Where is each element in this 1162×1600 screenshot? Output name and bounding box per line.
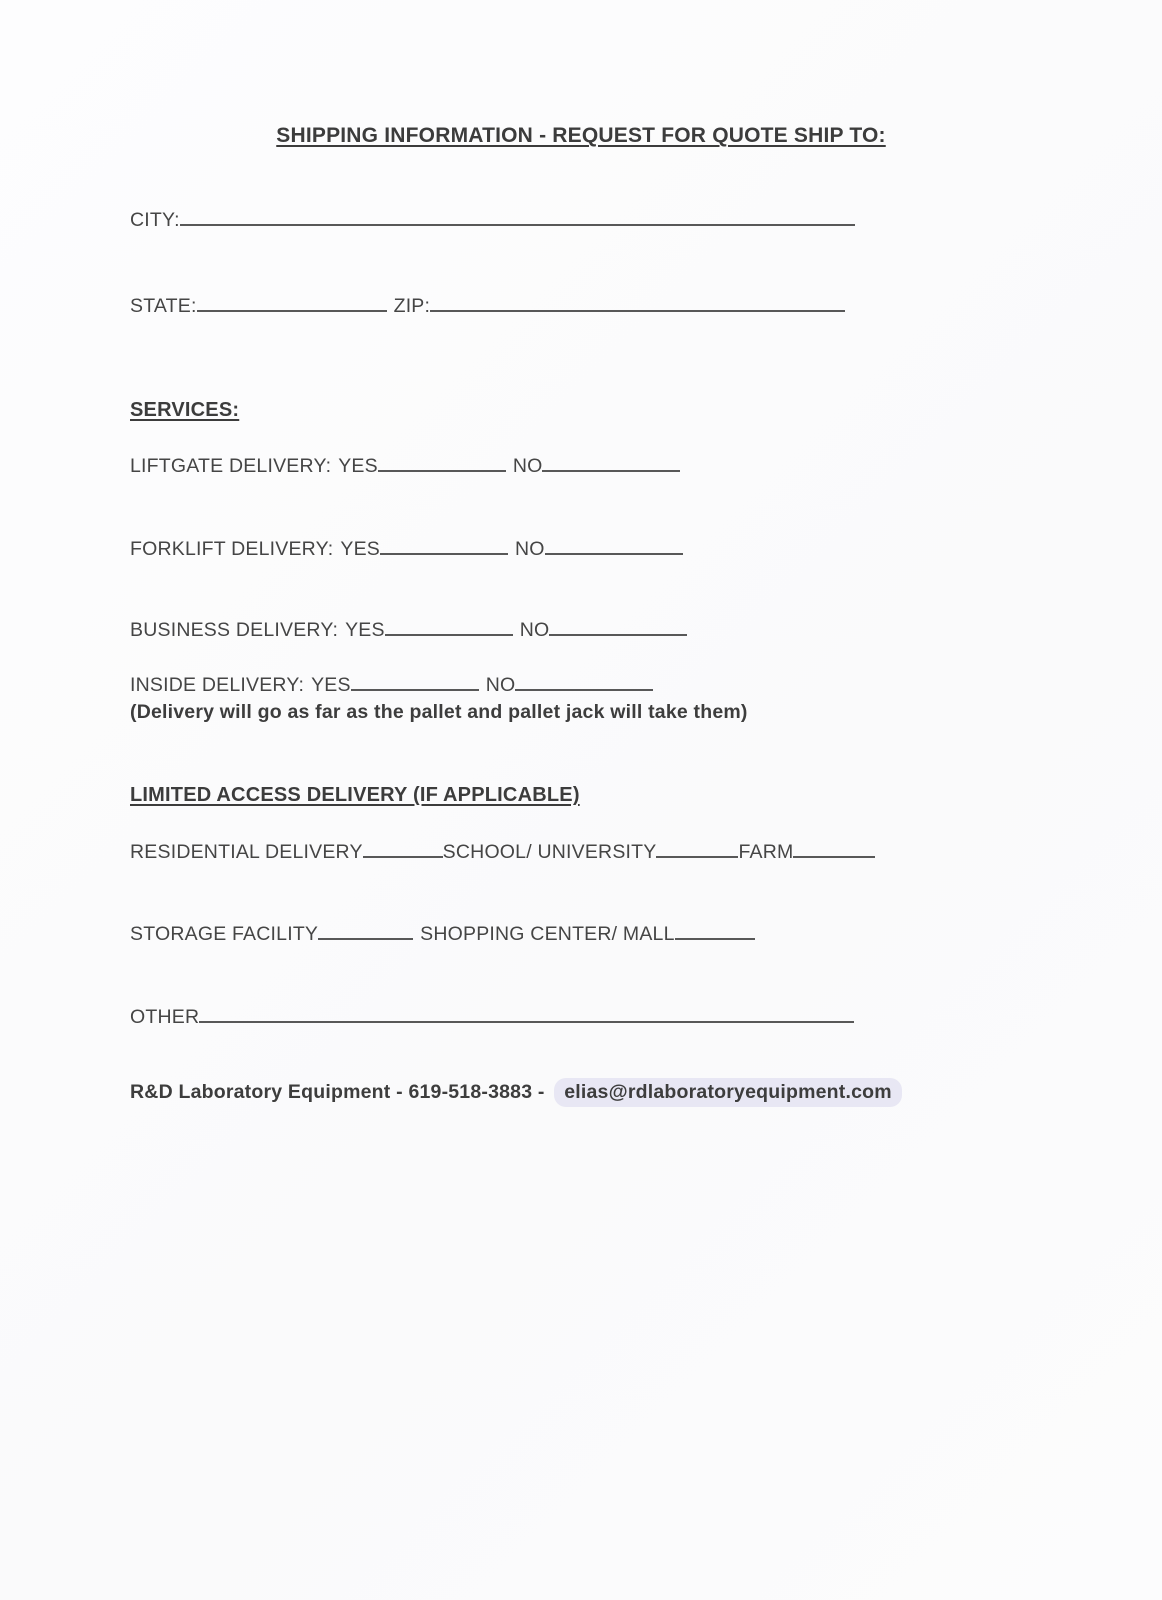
- footer-separator: -: [537, 1081, 545, 1103]
- other-label: OTHER: [130, 1006, 200, 1028]
- storage-blank: [318, 920, 413, 940]
- service-row-business: [130, 616, 687, 643]
- liftgate-yes-blank: [378, 452, 506, 472]
- residential-blank: [363, 838, 443, 858]
- yes-label: YES: [345, 619, 385, 641]
- business-label: BUSINESS DELIVERY:: [130, 619, 339, 641]
- no-label: NO: [485, 674, 516, 696]
- limited-access-heading: LIMITED ACCESS DELIVERY (IF APPLICABLE): [130, 784, 580, 806]
- footer-separator: -: [396, 1081, 403, 1103]
- city-field-row: [130, 206, 855, 233]
- state-label: STATE:: [130, 295, 197, 317]
- farm-label: FARM: [738, 841, 794, 863]
- no-label: NO: [512, 455, 543, 477]
- shopping-label: SHOPPING CENTER/ MALL: [420, 923, 675, 945]
- phone-number: 619-518-3883: [408, 1081, 533, 1103]
- other-field-row: [130, 1003, 854, 1030]
- state-zip-field-row: [130, 292, 845, 319]
- inside-yes-blank: [351, 671, 479, 691]
- company-name: R&D Laboratory Equipment: [130, 1081, 391, 1103]
- farm-blank: [793, 838, 875, 858]
- city-label: CITY:: [130, 209, 180, 231]
- yes-label: YES: [340, 538, 380, 560]
- yes-label: YES: [311, 674, 351, 696]
- service-row-forklift: [130, 535, 683, 562]
- service-row-liftgate: [130, 452, 680, 479]
- other-blank-line: [199, 1003, 854, 1023]
- storage-label: STORAGE FACILITY: [130, 923, 319, 945]
- liftgate-label: LIFTGATE DELIVERY:: [130, 455, 332, 477]
- forklift-no-blank: [545, 535, 683, 555]
- inside-label: INSIDE DELIVERY:: [130, 674, 305, 696]
- zip-label: ZIP:: [393, 295, 431, 317]
- footer-contact-line: [130, 1079, 902, 1105]
- zip-blank-line: [430, 292, 845, 312]
- no-label: NO: [515, 538, 545, 560]
- shopping-blank: [675, 920, 755, 940]
- forklift-label: FORKLIFT DELIVERY:: [130, 538, 334, 560]
- service-row-inside: [130, 671, 653, 698]
- school-label: SCHOOL/ UNIVERSITY: [442, 841, 657, 863]
- no-label: NO: [519, 619, 550, 641]
- business-no-blank: [549, 616, 687, 636]
- limited-access-row-2: [130, 920, 755, 947]
- business-yes-blank: [385, 616, 513, 636]
- yes-label: YES: [338, 455, 378, 477]
- email-address: elias@rdlaboratoryequipment.com: [554, 1078, 902, 1107]
- state-blank-line: [197, 292, 387, 312]
- liftgate-no-blank: [542, 452, 680, 472]
- forklift-yes-blank: [380, 535, 508, 555]
- school-blank: [656, 838, 738, 858]
- residential-label: RESIDENTIAL DELIVERY: [130, 841, 363, 863]
- inside-delivery-note: (Delivery will go as far as the pallet and pallet jack will take them): [130, 701, 748, 723]
- services-heading: SERVICES:: [130, 399, 240, 421]
- city-blank-line: [180, 206, 855, 226]
- page-title: SHIPPING INFORMATION - REQUEST FOR QUOTE SHIP TO:: [276, 124, 886, 147]
- limited-access-row-1: [130, 838, 875, 865]
- inside-no-blank: [515, 671, 653, 691]
